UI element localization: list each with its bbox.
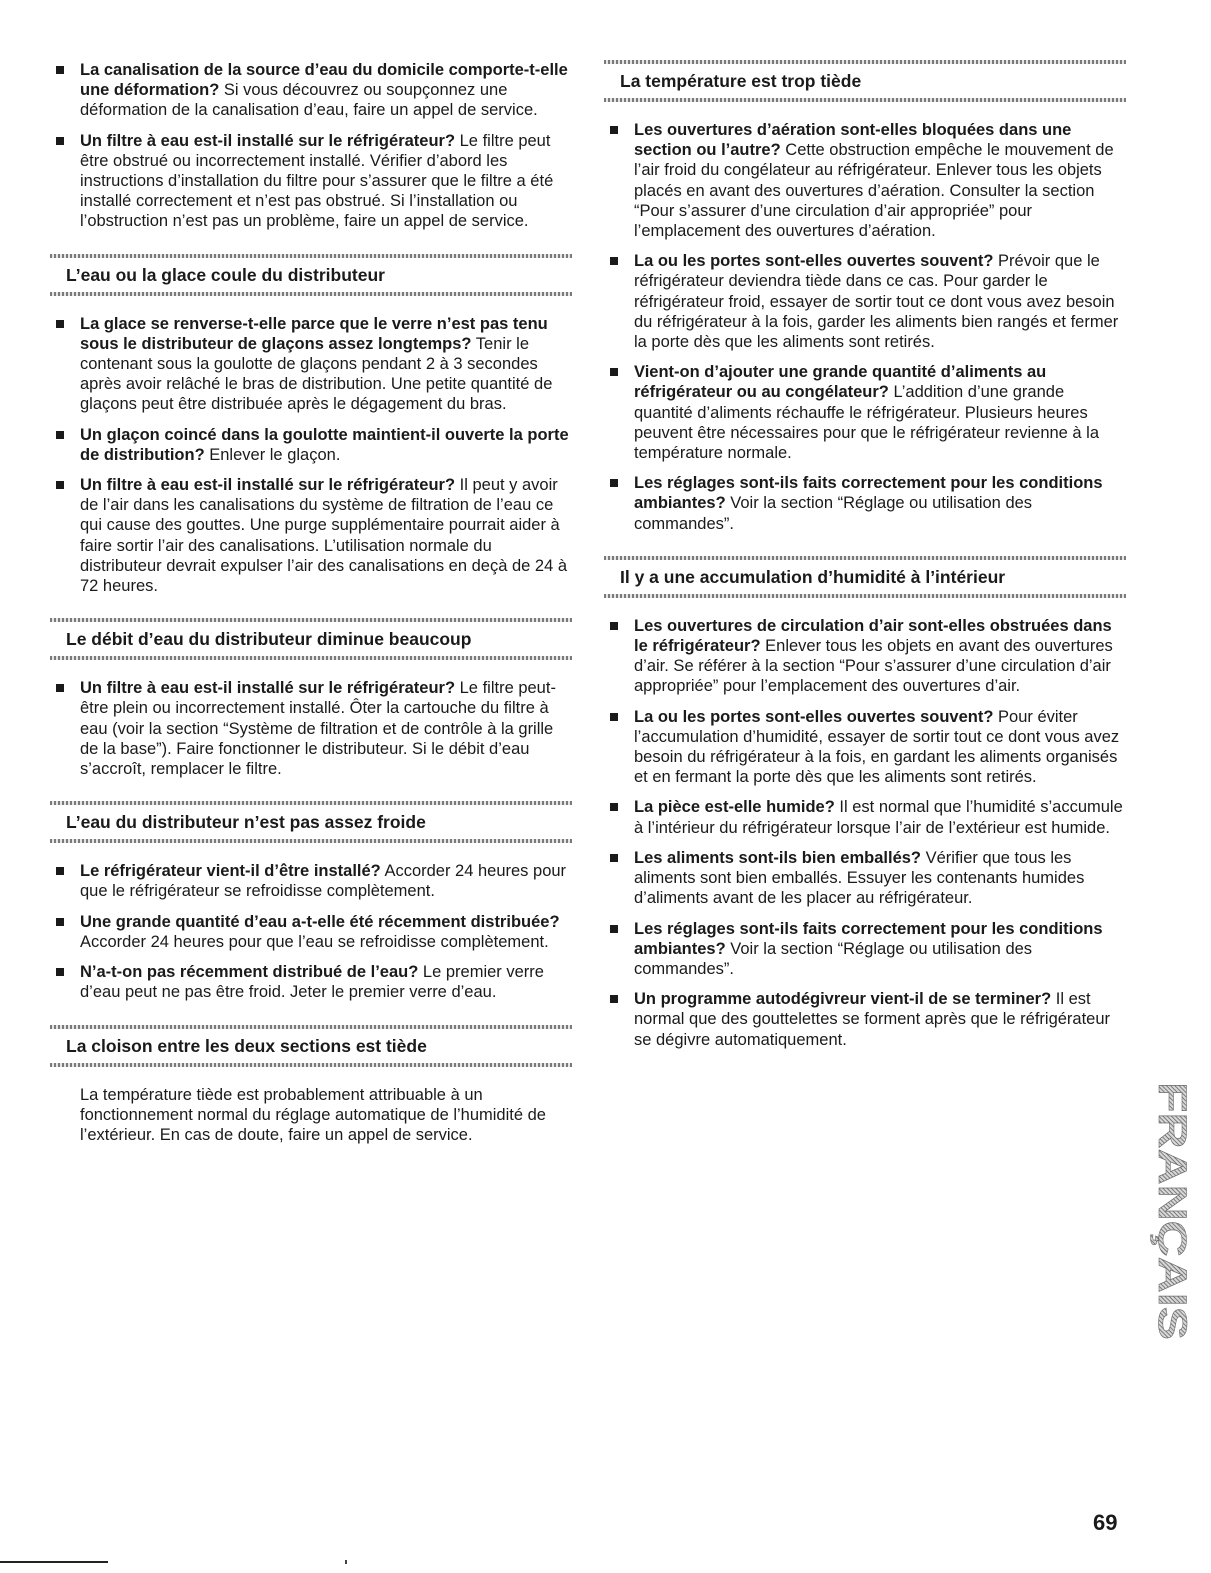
page-number: 69	[1093, 1510, 1118, 1535]
list-item	[50, 475, 572, 596]
list-item	[50, 962, 572, 1002]
section-cloison-tiede	[50, 1025, 572, 1146]
left-column	[50, 60, 572, 1145]
section-header	[604, 60, 1126, 102]
item-question: Le réfrigérateur vient-il d’être installé?	[80, 862, 381, 881]
bullet-icon	[56, 968, 64, 976]
section-title: La cloison entre les deux sections est tiède	[66, 1035, 427, 1056]
section-list	[50, 314, 572, 597]
bullet-icon	[56, 684, 64, 692]
bottom-tick-mark	[345, 1560, 347, 1564]
list-item	[604, 919, 1126, 980]
right-column	[604, 60, 1126, 1060]
bullet-icon	[610, 925, 618, 933]
list-item	[604, 797, 1126, 837]
item-question: La canalisation de la source d’eau du domicile comporte-t-elle une déformation?	[80, 61, 568, 100]
section-humidite	[604, 556, 1126, 1050]
hatched-rule	[50, 801, 572, 805]
list-item	[604, 362, 1126, 463]
bullet-icon	[610, 126, 618, 134]
item-text: Le filtre peut être obstrué ou incorrectement installé. Vérifier d’abord les instructions d’installation du filtre pour s’assurer que le filtre a été installé correctement et n’est pas obstrué. Si l’installation ou l’obstruction n’est pas un problème, faire un appel de service.	[80, 131, 554, 231]
section-title: L’eau du distributeur n’est pas assez froide	[66, 812, 426, 833]
list-item	[50, 131, 572, 232]
list-item	[604, 473, 1126, 534]
list-item	[50, 60, 572, 121]
item-question: Une grande quantité d’eau a-t-elle été récemment distribuée?	[80, 912, 560, 931]
side-tab-label: FRANÇAIS	[1150, 1082, 1194, 1289]
hatched-rule	[50, 656, 572, 660]
bottom-rule	[0, 1561, 108, 1563]
bullet-icon	[56, 137, 64, 145]
item-question: Les ouvertures d’aération sont-elles bloquées dans une section ou l’autre?	[634, 121, 1072, 160]
item-text: Cette obstruction empêche le mouvement de l’air froid du congélateur au réfrigérateur. Enlever tous les objets placés en avant des ouvertures d’aération. Consulter la section “Pour s’assurer d’une circulation d’air appropriée” pour l’emplacement des ouvertures d’aération.	[634, 141, 1114, 241]
hatched-rule	[50, 292, 572, 296]
section-header	[50, 254, 572, 296]
bullet-icon	[610, 803, 618, 811]
section-debit-diminue	[50, 618, 572, 779]
bullet-icon	[56, 66, 64, 74]
item-text: Si vous découvrez ou soupçonnez une déformation de la canalisation d’eau, faire un appel de service.	[80, 81, 538, 120]
section-title: La température est trop tiède	[620, 71, 862, 91]
section-eau-pas-froide	[50, 801, 572, 1002]
item-text: Pour éviter l’accumulation d’humidité, essayer de sortir tout ce dont vous avez besoin du réfrigérateur à la fois, en gardant les aliments organisés et en fermant la porte dès que les aliments sont retirés.	[634, 707, 1120, 787]
hatched-rule	[50, 618, 572, 622]
hatched-rule	[604, 98, 1126, 102]
item-question: Les réglages sont-ils faits correctement pour les conditions ambiantes?	[634, 474, 1103, 513]
hatched-rule	[604, 594, 1126, 598]
section-header	[604, 556, 1126, 598]
section-title: L’eau ou la glace coule du distributeur	[66, 264, 385, 285]
list-item	[604, 616, 1126, 697]
item-text: Prévoir que le réfrigérateur deviendra tiède dans ce cas. Pour garder le réfrigérateur froid, essayer de sortir tout ce dont vous avez besoin du réfrigérateur à la fois, garder les aliments bien rangés et fermer la porte dès que les aliments sont retirés.	[634, 252, 1119, 352]
section-list	[604, 616, 1126, 1050]
item-question: Les ouvertures de circulation d’air sont-elles obstruées dans le réfrigérateur?	[634, 616, 1112, 656]
section-list	[50, 861, 572, 1002]
section-title: Le débit d’eau du distributeur diminue beaucoup	[66, 629, 472, 650]
bullet-icon	[56, 867, 64, 875]
list-item	[604, 989, 1126, 1050]
item-text: Le filtre peut-être plein ou incorrectement installé. Ôter la cartouche du filtre à eau (voir la section “Système de filtration et de contrôle à la grille de la base”). Faire fonctionner le distributeur. Si le débit d’eau s’accroît, remplacer le filtre.	[80, 679, 556, 779]
section-header	[50, 801, 572, 843]
hatched-rule	[50, 839, 572, 843]
item-text: Vérifier que tous les aliments sont bien emballés. Essuyer les contenants humides d’aliments avant de les placer au réfrigérateur.	[634, 848, 1085, 908]
bullet-icon	[610, 368, 618, 376]
language-side-tab	[1150, 1082, 1196, 1344]
bullet-icon	[610, 622, 618, 630]
hatched-rule	[50, 254, 572, 258]
item-question: Un filtre à eau est-il installé sur le réfrigérateur?	[80, 679, 456, 698]
section-paragraph: La température tiède est probablement attribuable à un fonctionnement normal du réglage automatique de l’humidité de l’extérieur. En cas de doute, faire un appel de service.	[80, 1085, 546, 1144]
item-question: Un filtre à eau est-il installé sur le réfrigérateur?	[80, 131, 456, 150]
bullet-icon	[610, 257, 618, 265]
bullet-icon	[56, 481, 64, 489]
bullet-icon	[56, 918, 64, 926]
item-question: La glace se renverse-t-elle parce que le verre n’est pas tenu sous le distributeur de glaçons assez longtemps?	[80, 314, 548, 353]
item-question: La ou les portes sont-elles ouvertes souvent?	[634, 707, 994, 726]
list-item	[50, 314, 572, 415]
bullet-icon	[610, 713, 618, 721]
item-text: Voir la section “Réglage ou utilisation des commandes”.	[634, 494, 1033, 533]
hatched-rule	[604, 556, 1126, 560]
list-item	[50, 425, 572, 465]
intro-list	[50, 60, 572, 232]
item-text: Il peut y avoir de l’air dans les canalisations du système de filtration de l’eau ce qui cause des gouttes. Une purge supplémentaire pourrait aider à faire sortir l’air des canalisations. L’utilisation normale du distributeur devrait expulser l’air des canalisations en deçà de 24 à 72 heures.	[80, 476, 568, 596]
bullet-icon	[610, 854, 618, 862]
item-question: Un programme autodégivreur vient-il de se terminer?	[634, 990, 1052, 1009]
section-header	[50, 1025, 572, 1067]
item-question: La ou les portes sont-elles ouvertes souvent?	[634, 252, 994, 271]
item-question: Les réglages sont-ils faits correctement pour les conditions ambiantes?	[634, 919, 1103, 958]
list-item	[604, 707, 1126, 788]
item-question: Un glaçon coincé dans la goulotte maintient-il ouverte la porte de distribution?	[80, 425, 569, 464]
item-question: Un filtre à eau est-il installé sur le réfrigérateur?	[80, 476, 456, 495]
section-eau-glace-coule	[50, 254, 572, 597]
list-item	[604, 120, 1126, 241]
list-item	[604, 848, 1126, 909]
item-text: Voir la section “Réglage ou utilisation des commandes”.	[634, 939, 1033, 978]
item-text: Il est normal que des gouttelettes se forment après que le réfrigérateur se dégivre automatiquement.	[634, 990, 1111, 1049]
section-list	[50, 678, 572, 779]
list-item	[50, 861, 572, 901]
list-item	[50, 912, 572, 952]
item-text: Tenir le contenant sous la goulotte de glaçons pendant 2 à 3 secondes après avoir relâché le bras de distribution. Une petite quantité de glaçons peut être distribuée après le dégagement du bras.	[80, 334, 553, 414]
list-item	[604, 251, 1126, 352]
bullet-icon	[610, 479, 618, 487]
item-text: Enlever tous les objets en avant des ouvertures d’air. Se référer à la section “Pour s’assurer d’une circulation d’air appropriée” pour l’emplacement des ouvertures d’air.	[634, 637, 1113, 696]
item-text: Il est normal que l’humidité s’accumule à l’intérieur du réfrigérateur lorsque l’air de l’extérieur est humide.	[634, 798, 1123, 837]
bullet-icon	[610, 995, 618, 1003]
list-item	[50, 678, 572, 779]
item-text: Accorder 24 heures pour que le réfrigérateur se refroidisse complètement.	[80, 862, 567, 901]
hatched-rule	[50, 1063, 572, 1067]
section-title: Il y a une accumulation d’humidité à l’intérieur	[620, 566, 1006, 587]
item-text: L’addition d’une grande quantité d’aliments réchauffe le réfrigérateur. Plusieurs heures peuvent être nécessaires pour que le réfrigérateur revienne à la température normale.	[634, 383, 1100, 463]
hatched-rule	[50, 1025, 572, 1029]
item-text: Le premier verre d’eau peut ne pas être froid. Jeter le premier verre d’eau.	[80, 963, 544, 1002]
item-question: N’a-t-on pas récemment distribué de l’eau?	[80, 963, 419, 982]
bullet-icon	[56, 431, 64, 439]
bullet-icon	[56, 320, 64, 328]
item-question: La pièce est-elle humide?	[634, 798, 835, 817]
section-list	[604, 120, 1126, 534]
section-temperature-tiede	[604, 60, 1126, 534]
item-question: Vient-on d’ajouter une grande quantité d’aliments au réfrigérateur ou au congélateur?	[634, 363, 1047, 402]
item-text: Enlever le glaçon.	[204, 445, 341, 464]
item-text: Accorder 24 heures pour que l’eau se refroidisse complètement.	[80, 932, 549, 951]
hatched-rule	[604, 60, 1126, 64]
section-header	[50, 618, 572, 660]
item-question: Les aliments sont-ils bien emballés?	[634, 848, 922, 867]
